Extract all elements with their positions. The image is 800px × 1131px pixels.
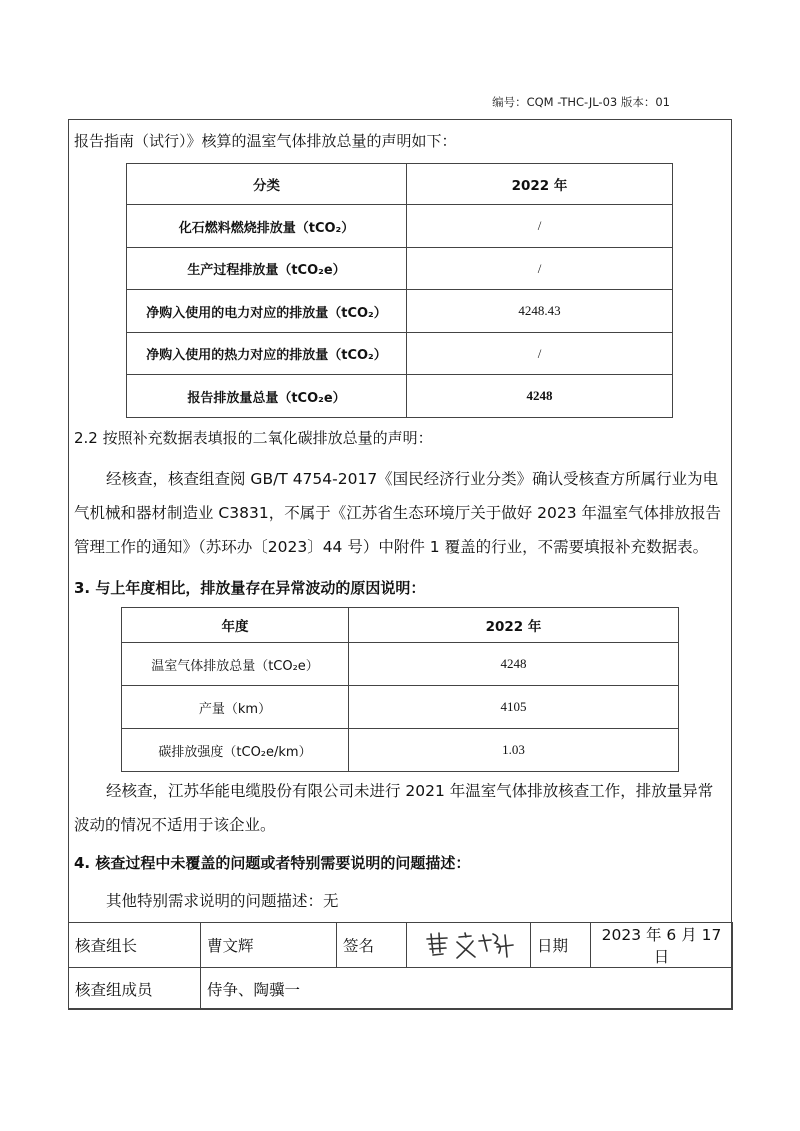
signature-drawing: [421, 929, 517, 961]
row-value: /: [407, 333, 673, 375]
document-code: 编号：CQM -THC-JL-03 版本：01: [492, 95, 670, 109]
section-4-body: [74, 884, 726, 918]
row-value: 4248.43: [407, 290, 673, 333]
section-3-text: 经核查，江苏华能电缆股份有限公司未进行 2021 年温室气体排放核查工作，排放量异常波动的情况不适用于该企业。: [74, 782, 714, 834]
table-header-category: 分类: [127, 164, 407, 205]
table-header-year-label: 年度: [122, 608, 349, 643]
section-4-text: 其他特别需求说明的问题描述：无: [106, 892, 339, 910]
section-3-title: 3. 与上年度相比，排放量存在异常波动的原因说明：: [74, 579, 426, 597]
signature-label: 签名: [337, 923, 407, 968]
signoff-table: [68, 922, 733, 1010]
row-label: 生产过程排放量（tCO₂e）: [127, 248, 407, 290]
intensity-table: [121, 607, 679, 772]
handwritten-signature: [407, 923, 531, 968]
section-2-2-title: 2.2 按照补充数据表填报的二氧化碳排放总量的声明：: [74, 429, 433, 447]
row-value: /: [407, 248, 673, 290]
row-label: 报告排放量总量（tCO₂e）: [127, 375, 407, 418]
row-value: 4105: [349, 686, 679, 729]
row-value: 4248: [407, 375, 673, 418]
row-value: 1.03: [349, 729, 679, 772]
table-header-year: 2022 年: [349, 608, 679, 643]
row-label: 温室气体排放总量（tCO₂e）: [122, 643, 349, 686]
date-label: 日期: [531, 923, 591, 968]
date-value: 2023 年 6 月 17 日: [591, 923, 733, 968]
leader-label: 核查组长: [69, 923, 201, 968]
section-3-body: [74, 774, 726, 842]
row-label: 净购入使用的热力对应的排放量（tCO₂）: [127, 333, 407, 375]
emissions-table: [126, 163, 673, 418]
members-value: 侍争、陶骥一: [201, 968, 733, 1010]
leader-name: 曹文辉: [201, 923, 337, 968]
intro-line: 报告指南（试行）》核算的温室气体排放总量的声明如下：: [74, 132, 457, 150]
section-2-2-body: [74, 462, 726, 564]
members-label: 核查组成员: [69, 968, 201, 1010]
table-header-year: 2022 年: [407, 164, 673, 205]
row-value: /: [407, 205, 673, 248]
section-2-2-text: 经核查，核查组查阅 GB/T 4754-2017《国民经济行业分类》确认受核查方所属行业为电气机械和器材制造业 C3831，不属于《江苏省生态环境厅关于做好 2023 年温室气体排放报告管理工作的通知》（苏环办〔2023〕44 号）中附件 1 覆盖的行业，不需要填报补充数据表。: [74, 470, 721, 556]
row-label: 碳排放强度（tCO₂e/km）: [122, 729, 349, 772]
section-4-title: 4. 核查过程中未覆盖的问题或者特别需要说明的问题描述：: [74, 854, 471, 872]
row-label: 产量（km）: [122, 686, 349, 729]
row-value: 4248: [349, 643, 679, 686]
row-label: 化石燃料燃烧排放量（tCO₂）: [127, 205, 407, 248]
row-label: 净购入使用的电力对应的排放量（tCO₂）: [127, 290, 407, 333]
